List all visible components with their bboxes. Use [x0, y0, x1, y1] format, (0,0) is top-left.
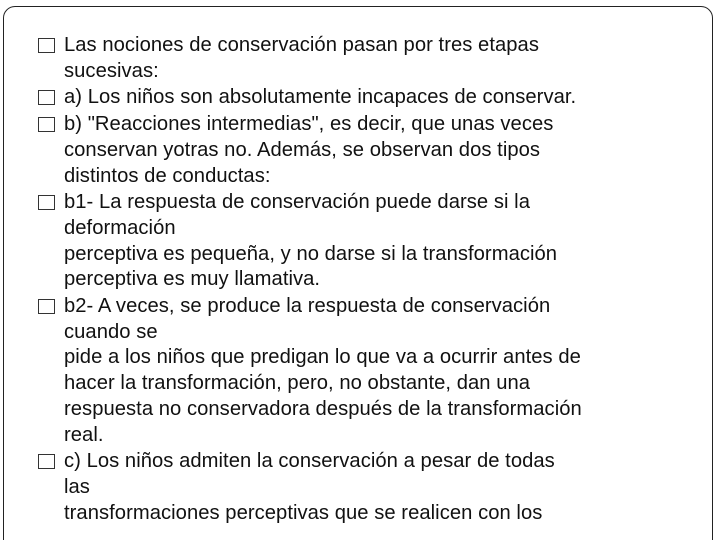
- paragraph-line: las: [64, 475, 90, 498]
- square-bullet-icon: [38, 117, 55, 132]
- paragraph-line: distintos de conductas:: [64, 164, 271, 187]
- bullet-list: [38, 33, 706, 527]
- paragraph-line: a) Los niños son absolutamente incapaces de conservar.: [64, 86, 577, 109]
- bullet-paragraph: [38, 190, 706, 293]
- square-bullet-icon: [38, 90, 55, 105]
- paragraph-line: real.: [64, 423, 104, 446]
- square-bullet-icon: [38, 299, 55, 314]
- paragraph-line: respuesta no conservadora después de la transformación: [64, 397, 582, 420]
- bullet-paragraph: [38, 85, 706, 111]
- square-bullet-icon: [38, 38, 55, 53]
- paragraph-line: conservan yotras no. Además, se observan dos tipos: [64, 138, 541, 161]
- bullet-paragraph: [38, 33, 706, 84]
- paragraph-line: Las nociones de conservación pasan por tres etapas: [64, 34, 539, 56]
- paragraph-line: cuando se: [64, 320, 158, 343]
- paragraph-line: b1- La respuesta de conservación puede darse si la: [64, 191, 530, 214]
- paragraph-line: b) "Reacciones intermedias", es decir, que unas veces: [64, 113, 554, 136]
- paragraph-line: perceptiva es pequeña, y no darse si la transformación: [64, 242, 558, 265]
- paragraph-line: hacer la transformación, pero, no obstante, dan una: [64, 372, 531, 395]
- paragraph-line: perceptiva es muy llamativa.: [64, 268, 321, 291]
- paragraph-line: transformaciones perceptivas que se realicen con los: [64, 501, 543, 524]
- paragraph-line: deformación: [64, 216, 176, 239]
- bullet-paragraph: [38, 112, 706, 189]
- paragraph-line: b2- A veces, se produce la respuesta de conservación: [64, 295, 551, 318]
- square-bullet-icon: [38, 195, 55, 210]
- paragraph-line: sucesivas:: [64, 59, 159, 82]
- bullet-paragraph: [38, 449, 706, 526]
- paragraph-line: c) Los niños admiten la conservación a pesar de todas: [64, 450, 555, 473]
- square-bullet-icon: [38, 454, 55, 469]
- paragraph-line: pide a los niños que predigan lo que va a ocurrir antes de: [64, 346, 581, 369]
- bullet-paragraph: [38, 294, 706, 448]
